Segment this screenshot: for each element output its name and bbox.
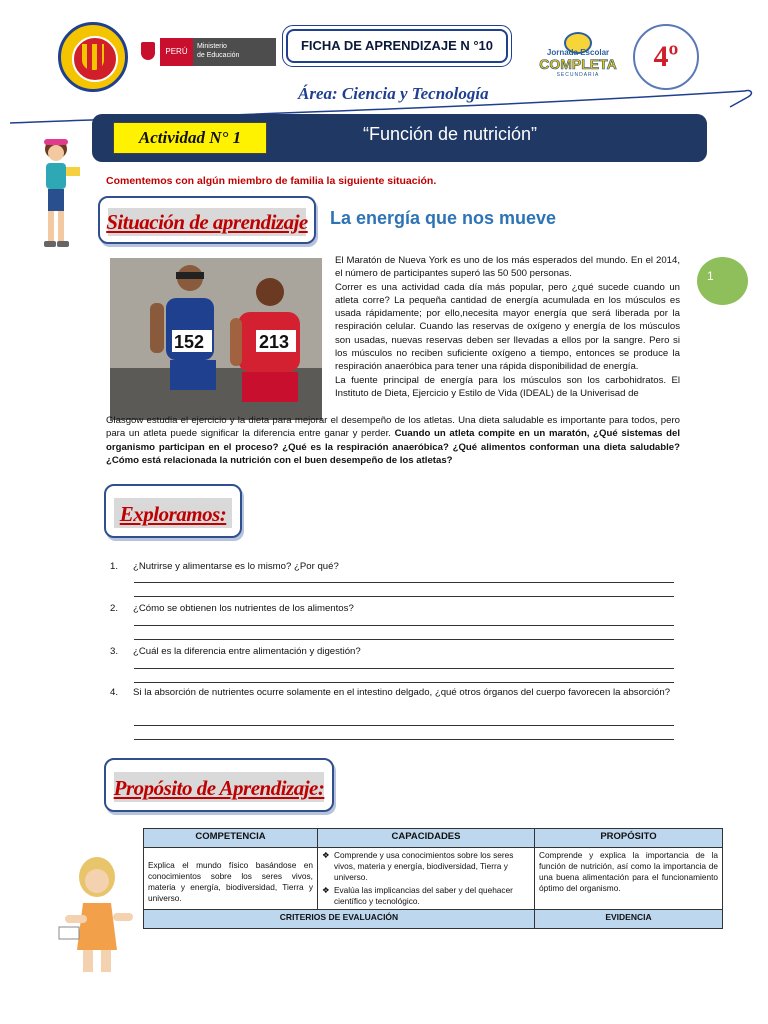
answer-line[interactable] <box>134 725 674 726</box>
situation-label: Situación de aprendizaje <box>106 210 308 234</box>
girl-illustration <box>30 135 90 255</box>
purpose-label: Propósito de Aprendizaje: <box>113 776 325 800</box>
list-item: ❖ Comprende y usa conocimientos sobre los seres vivos, materia y energía, biodiversidad, Tierra y universo. <box>322 850 514 882</box>
diamond-bullet-icon: ❖ <box>322 850 330 860</box>
answer-line[interactable] <box>134 668 674 669</box>
page-number-badge: 1 <box>697 257 748 305</box>
list-item: ❖ Evalúa las implicancias del saber y del quehacer científico y tecnológico. <box>322 885 513 906</box>
activity-label: Actividad N° 1 <box>113 122 267 154</box>
evidencia-header: EVIDENCIA <box>535 910 723 929</box>
header-competencia: COMPETENCIA <box>144 829 318 848</box>
situation-heading: La energía que nos mueve <box>330 208 557 228</box>
header-proposito: PROPÓSITO <box>535 829 723 848</box>
situation-text-right: El Maratón de Nueva York es uno de los más esperados del mundo. En el 2014, el número de participantes superó las 50 500 personas. Correr es una actividad cada día más popular, pero ¿qué sucede cuando un atleta corre? La pequeña cantidad de energía acumulada en los músculos es usada rápidamente; por ello,necesita mayor energía que será liberada por la respiración celular. Cuando las reservas de oxígeno y energía de los músculos son usadas, nuevas reservas deben ser llevadas a ellos por la sangre. Pero si los músculos no reciben suficiente oxígeno a tiempo, entonces se produce la respiración anaeróbica para tener una rápida disponibilidad de energía. La fuente principal de energía para los músculos son los carbohidratos. El Instituto de Dieta, Ejercicio y Estilo de Vida (IDEAL) de la Univerisad de <box>335 255 680 399</box>
diamond-bullet-icon: ❖ <box>322 885 330 895</box>
intro-text: Comentemos con algún miembro de familia la siguiente situación. <box>106 175 437 187</box>
marathon-photo <box>110 258 322 420</box>
situation-label-box <box>98 196 316 244</box>
situation-text-full: Glasgow estudia el ejercicio y la dieta para mejorar el desempeño de los atletas. Una dieta saludable es importante para todos, pero para un atleta puede significar la diferencia entre ganar y perder. Cuando un atleta compite en un maratón, ¿Qué sistemas del organismo participan en el proceso? ¿Qué es la respiración anaeróbica? ¿Qué alimentos conforman una dieta saludable? ¿Cómo está relacionada la nutrición con el buen desempeño de los atletas? <box>106 415 680 466</box>
jornada-completa-logo: Jornada Escolar COMPLETA SECUNDARIA <box>528 32 628 78</box>
school-crest-logo <box>58 22 128 92</box>
answer-line[interactable] <box>134 596 674 597</box>
peru-label: PERÚ <box>160 38 193 66</box>
explore-label: Exploramos: <box>119 502 227 526</box>
answer-line[interactable] <box>134 639 674 640</box>
purpose-label-box <box>104 758 334 812</box>
teacher-illustration <box>55 855 140 975</box>
minedu-logo <box>136 38 276 66</box>
ministerio-label: Ministerio de Educación <box>197 43 240 59</box>
explore-label-box <box>104 484 242 538</box>
svg-text:152: 152 <box>174 332 205 352</box>
grade-badge: 4º <box>633 24 699 90</box>
answer-line[interactable] <box>134 682 674 683</box>
header-capacidades: CAPACIDADES <box>318 829 535 848</box>
purpose-table <box>143 828 723 929</box>
activity-title: “Función de nutrición” <box>362 124 538 144</box>
peru-shield-icon <box>136 38 160 66</box>
competencia-cell: Explica el mundo físico basándose en conocimientos sobre los seres vivos, materia y energía, biodiversidad, Tierra y universo. <box>144 848 318 910</box>
criterios-header: CRITERIOS DE EVALUACIÓN <box>144 910 535 929</box>
capacidades-cell <box>318 848 535 910</box>
area-title: Área: Ciencia y Tecnología <box>298 84 489 103</box>
answer-line[interactable] <box>134 625 674 626</box>
svg-text:213: 213 <box>259 332 290 352</box>
answer-line[interactable] <box>134 739 674 740</box>
answer-line[interactable] <box>134 582 674 583</box>
ficha-title: FICHA DE APRENDIZAJE N °10 <box>286 29 508 63</box>
proposito-cell: Comprende y explica la importancia de la función de nutrición, así como la importancia de una buena alimentación para el funcionamiento óptimo del organismo. <box>535 848 723 910</box>
